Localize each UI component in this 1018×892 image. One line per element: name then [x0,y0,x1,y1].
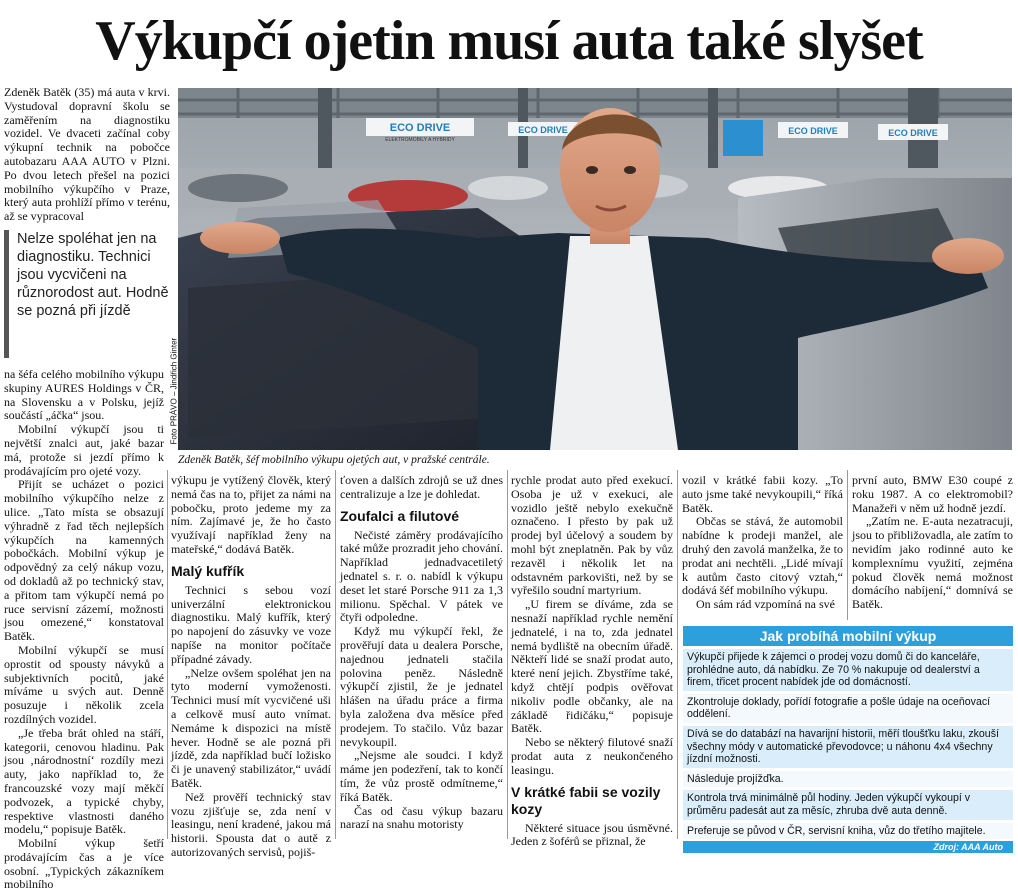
column-divider [335,470,336,839]
article-paragraph: On sám rád vzpomíná na své [696,597,835,612]
article-paragraph: Nebo se některý filutové snaží prodat auta z neukončeného leasingu. [511,735,673,777]
article-paragraph: Přijít se ucházet o pozici mobilního výkupčího nelze z ulice. „Tato místa se obsazují výhradně z řad těch nejlepších výkupčích na kamenných pobočkách. Mobilní výkup je odpovědný za celý nákup vozu, od dokladů až po technický stav, a přitom tam výkupčí nemá po ruce servisní zázemí, možnosti jsou omezené,“ konstatoval Batěk. [4,477,164,644]
column-divider [167,470,168,839]
article-paragraph: vozil v krátké fabii kozy. „To auto jsme také nevykoupili,“ říká Batěk. [682,473,843,515]
headline: Výkupčí ojetin musí auta také slyšet [95,10,923,72]
article-column-5 [682,474,843,624]
article-paragraph: na šéfa celého mobilního výkupu skupiny AURES Holdings v ČR, na Slovensku a v Polsku, jejíž součástí „áčka“ jsou. [4,367,164,423]
photo-credit [164,330,178,450]
info-box-item: Preferuje se původ v ČR, servisní kniha, vůz do třetího majitele. [683,823,1013,840]
article-paragraph: Když mu výkupčí řekl, že prověřují data u dealera Porsche, najednou jednateli stačila polovina peněz. Následně výkupčí zjistil, že je jednatel hlášen na úřadu práce a firma byla založena dva měsíce před prodejem. To stačilo. Vůz bazar nevykoupil. [340,624,503,749]
article-paragraph: „Nejsme ale soudci. I když máme jen podezření, tak to končí tím, že vůz prostě odmítneme,“ říká Batěk. [340,748,503,804]
article-paragraph: Mobilní výkupčí se musí oprostit od spousty návyků a subjektivních pocitů, jaké míváme u svých aut. Denně posuzuje i několik zcela rozdílných vozidel. [4,642,164,726]
article-column-3 [340,474,503,839]
article-paragraph: Mobilní výkupčí jsou ti největší znalci aut, jaké bazar má, protože si jezdí přímo k prodávajícím pro ojeté vozy. [4,422,164,478]
article-paragraph: „U firem se díváme, zda se nesnaží například rychle nemění jednatelé, i na to, zda jednatel nemá bydliště na obecním úřadě. Někteří lidé se snaží prodat auto, které není jejich. Zbystříme také, když chtějí podpis ověřovat nikoliv podle občanky, ale na základě řidičáku,“ popisuje Batěk. [511,597,673,736]
info-box [683,626,1013,853]
article-paragraph: rychle prodat auto před exekucí. Osoba je už v exekuci, ale vozidlo ještě nebylo exekučně označeno. I přesto by pak už prodej byl účelový a soudem by mohl být zneplatněn. Pak by vůz rezavěl i několik let na odstavném parkovišti, než by se vyřešilo soudní martyrium. [511,473,673,598]
article-photo [178,88,1012,450]
info-box-items [683,649,1013,839]
info-box-item: Dívá se do databází na havarijní historii, měří tloušťku laku, zkouší všechny módy v automatické převodovce; u náhonu 4x4 všechny jízdní možnosti. [683,726,1013,768]
article-paragraph: první auto, BMW E30 coupé z roku 1987. A co elektromobil? Manažeři v něm už hodně jezdí. [852,473,1013,515]
info-box-item: Výkupčí přijede k zájemci o prodej vozu domů či do kanceláře, prohlédne auto, dá nabídku. Ze 70 % nakupuje od dealerství a firem, třicet procent nabídek jde od domácností. [683,649,1013,691]
pull-quote: Nelze spoléhat jen na diagnostiku. Technici jsou vycvičeni na různorodost aut. Hodně se pozná při jízdě [4,230,170,358]
article-paragraph: „Nelze ovšem spoléhat jen na tyto moderní vymoženosti. Technici musí mít vycvičené uši a celkově musí auto vnímat. Nemáme k dispozici na místě hever. Hodně se ale pozná při jízdě, zda například bučí ložisko či je unavený stabilizátor,“ uvádí Batěk. [171,665,331,790]
column-divider [507,470,508,839]
photo-illustration [178,88,1012,450]
column-divider [677,470,678,839]
article-paragraph: „Je třeba brát ohled na stáří, kategorii, cenovou hladinu. Pak jsou ‚národnostní‘ rozdíly mezi auty, jako například to, že francouzské vozy mají měkčí podvozek, a typické chyby, respektive vlastnosti daného modelu,“ popisuje Batěk. [4,725,164,837]
article-paragraph: Občas se stává, že automobil nabídne k prodeji manžel, ale druhý den zavolá manželka, že to prodat ani nechtěli. „Lidé mívají k autům často citový vztah,“ dodává šéf mobilního výkupu. [682,514,843,598]
photo-credit-text: Foto PRÁVO – Jindřich Ginter [169,337,179,445]
section-subhead: Zoufalci a filutové [340,507,460,524]
article-column-2 [171,473,331,859]
info-box-item: Následuje projížďka. [683,771,1013,788]
sign-right2-text: ECO DRIVE [888,128,938,138]
info-box-source: Zdroj: AAA Auto [683,841,1013,853]
section-subhead: V krátké fabii se vozily kozy [511,783,661,817]
article-paragraph: výkupu je vytížený člověk, který nemá čas na to, přijet za námi na pobočku, proto jedeme my za ním. Zajímavé je, že ho často využívají například ženy na mateřské,“ dodává Batěk. [171,473,331,556]
article-paragraph: Nečisté záměry prodávajícího také může prozradit jeho chování. Například jednadvacetiletý jednatel s. r. o. nabídl k výkupu deset let staré Porsche 911 za 1,3 milionu. Spěchal. V pátek ve čtyři odpoledne. [340,527,503,625]
article-paragraph: Některé situace jsou úsměvné. Jeden z šoférů se přiznal, že [511,820,673,849]
info-box-item: Zkontroluje doklady, pořídí fotografie a pošle údaje na oceňovací oddělení. [683,694,1013,723]
article-column-4 [511,473,673,849]
article-paragraph: Čas od času výkup bazaru narazí na snahu motoristy [340,803,503,832]
article-paragraph: Mobilní výkup šetří prodávajícím čas a je více osobní. „Typických zákazníkem mobilního [4,836,164,892]
info-box-title: Jak probíhá mobilní výkup [683,626,1013,646]
sign-left-text: ECO DRIVE [389,122,451,134]
intro-paragraph: Zdeněk Batěk (35) má auta v krvi. Vystudoval dopravní školu se zaměřením na diagnostiku vozidel. Ve dvaceti začínal coby výkupní technik na pobočce autobazaru AAA AUTO v Plzni. Po dvou letech přešel na pozici mobilního výkupčího v Praze, který auta prohlíží přímo v terénu, až se vypracoval [4,85,170,224]
article-column-1 [4,367,164,892]
section-subhead: Malý kufřík [171,562,245,579]
intro-text [4,86,170,226]
article-paragraph: „Zatím ne. E-auta nezatracuji, jsou to přibližovadla, ale zatím to nevidím jako rodinné auto ke komplexnímu využití, zejména pokud člověk nemá možnost domácího nabíjení,“ domnívá se Batěk. [852,514,1013,612]
article-paragraph: Než prověří technický stav vozu zjišťuje se, zda není v leasingu, není kradené, jakou má historii. Spousta dat o autě z autorizovaných servisů, pojiš- [171,789,331,859]
article-column-6 [852,474,1013,624]
sign-mid-text: ECO DRIVE [518,125,568,135]
article-paragraph: ťoven a dalších zdrojů se už dnes centralizuje a lze je dohledat. [340,473,503,501]
article-paragraph: Technici s sebou vozí univerzální elektronickou diagnostiku. Malý kufřík, který po napojení do zásuvky ve voze napíše na monitor počítače případné závady. [171,582,331,666]
column-divider [847,470,848,620]
sign-right-text: ECO DRIVE [788,126,838,136]
info-box-item: Kontrola trvá minimálně půl hodiny. Jeden výkupčí vykoupí v průměru padesát aut za měsíc, zhruba dvě auta denně. [683,790,1013,819]
sign-left-sub-text: ELEKTROMOBILY A HYBRIDY [385,137,455,143]
photo-caption: Zdeněk Batěk, šéf mobilního výkupu ojetých aut, v pražské centrále. [178,454,490,466]
